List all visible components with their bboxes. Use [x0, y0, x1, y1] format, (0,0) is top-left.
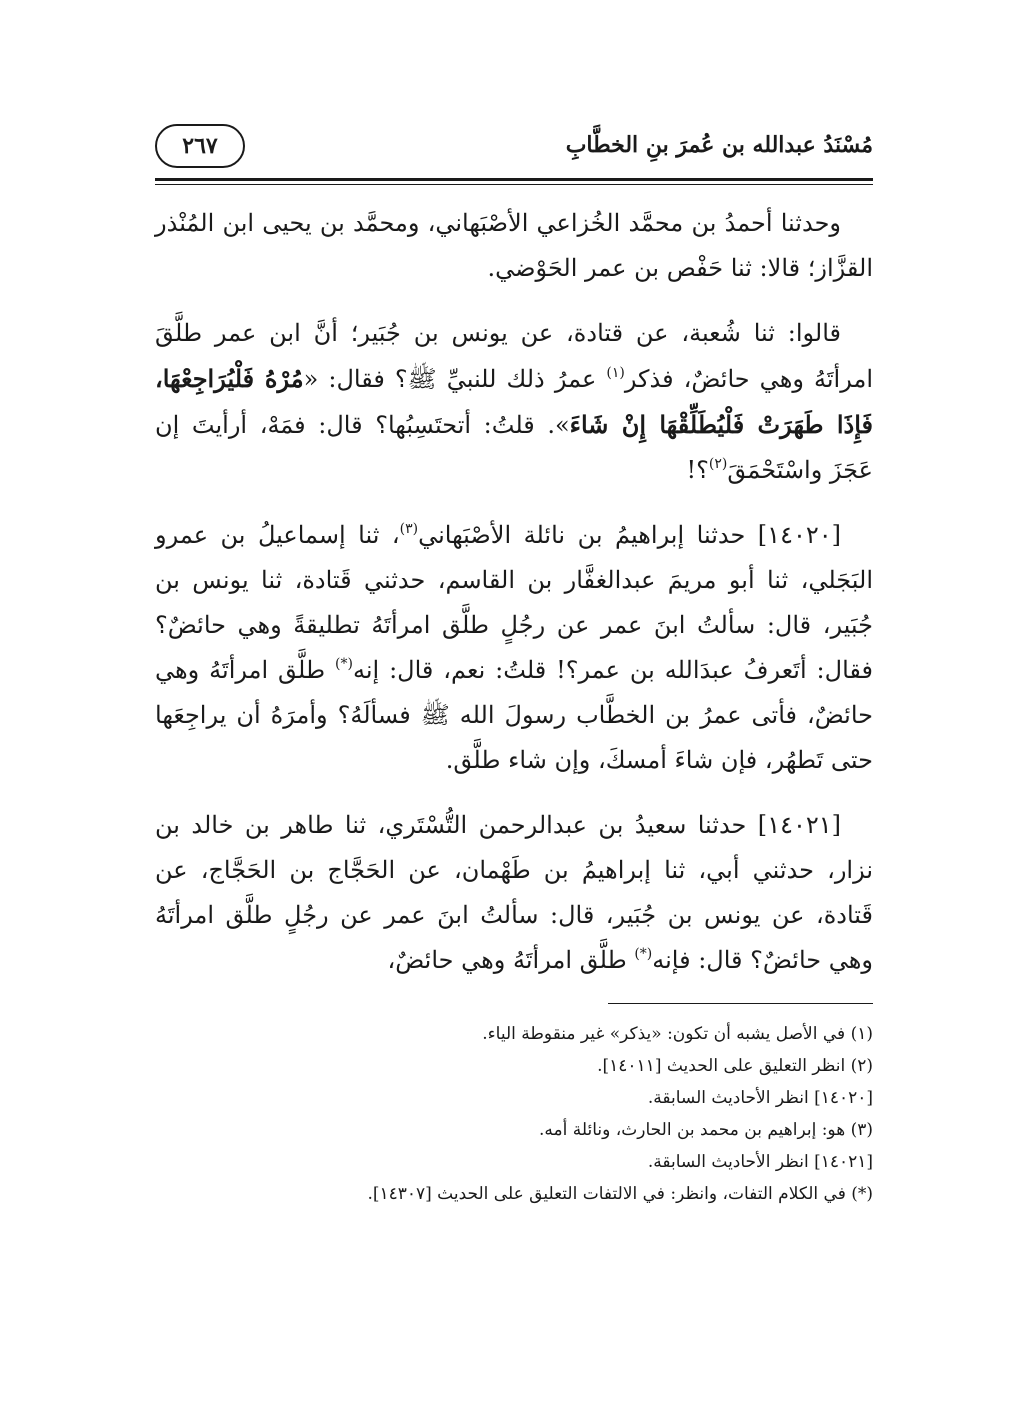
header-rule-thick: [155, 178, 873, 181]
footnote-marker: (٣): [399, 521, 419, 537]
book-page: [155, 118, 873, 1378]
header-rule-thin: [155, 184, 873, 185]
paragraph-text: طلَّق امرأتَهُ وهي حائضٌ،: [387, 946, 635, 974]
paragraph: [155, 513, 873, 783]
paragraph: [155, 803, 873, 983]
main-text: [155, 201, 873, 983]
hadith-quote: مُرْهُ فَلْيُرَاجِعْهَا، فَإِذَا طَهَرَتْ فَلْيُطَلِّقْهَا إِنْ شَاءَ: [155, 364, 873, 439]
page-header: [155, 118, 873, 178]
paragraph-text: عمرُ ذلك للنبيِّ ﷺ؟ فقال: «: [303, 365, 607, 393]
paragraph: [155, 201, 873, 291]
footnote: [١٤٠٢٠] انظر الأحاديث السابقة.: [647, 1088, 873, 1108]
paragraph-text: وحدثنا أحمدُ بن محمَّد الخُزاعي الأصْبَهاني، ومحمَّد بن يحيى ابن المُنْذر القزَّاز؛ قالا: ثنا حَفْص بن عمر الحَوْضي.: [155, 209, 873, 282]
paragraph-text: قالوا: ثنا شُعبة، عن قتادة، عن يونس بن جُبَير؛ أنَّ ابن عمر طلَّقَ امرأتَهُ وهي حائضٌ، فذكر: [155, 319, 873, 393]
footnote-marker: (*): [634, 946, 653, 962]
paragraph-text: طلَّق امرأتَهُ وهي حائضٌ، فأتى عمرُ بن الخطَّاب رسولَ الله ﷺ فسألَهُ؟ وأمرَهُ أن يراجِعَها حتى تَطهُر، فإن شاءَ أمسكَ، وإن شاء طلَّق.: [155, 656, 873, 774]
footnote: (*) في الكلام التفات، وانظر: في الالتفات التعليق على الحديث [١٤٣٠٧].: [367, 1184, 873, 1204]
footnote-marker: (٢): [708, 456, 728, 472]
page-number-badge: ٢٦٧: [155, 124, 245, 168]
paragraph-text: ؟!: [686, 456, 709, 484]
footnotes: [155, 1018, 873, 1210]
footnote-marker: (*): [335, 656, 353, 672]
footnote: [١٤٠٢١] انظر الأحاديث السابقة.: [647, 1152, 873, 1172]
footnote: (١) في الأصل يشبه أن تكون: «يذكر» غير منقوطة الياء.: [482, 1024, 873, 1044]
paragraph-text: ، ثنا إسماعيلُ بن عمرو البَجَلي، ثنا أبو مريمَ عبدالغفَّار بن القاسم، حدثني قَتادة، ثنا يونس بن جُبَير، قال: سألتُ ابنَ عمر عن رجُلٍ طلَّق امرأتَهُ تطليقةً وهي حائضٌ؟ فقال: أتَعرفُ عبدَالله بن عمر؟! قلتُ: نعم، قال: إنه: [155, 521, 873, 684]
footnote-separator: [608, 1003, 873, 1004]
paragraph: [155, 311, 873, 493]
footnote: (٣) هو: إبراهيم بن محمد بن الحارث، ونائلة أمه.: [539, 1120, 873, 1140]
footnote: (٢) انظر التعليق على الحديث [١٤٠١١].: [597, 1056, 873, 1076]
footnote-marker: (١): [606, 365, 625, 381]
paragraph-text: [١٤٠٢١] حدثنا سعيدُ بن عبدالرحمن التُّسْتَري، ثنا طاهر بن خالد بن نزار، حدثني أبي، ثنا إبراهيمُ بن طَهْمان، عن الحَجَّاج بن الحَجَّاج، عن قَتادة، عن يونس بن جُبَير، قال: سألتُ ابنَ عمر عن رجُلٍ طلَّق امرأتَهُ وهي حائضٌ؟ قال: فإنه: [155, 811, 874, 974]
paragraph-text: [١٤٠٢٠] حدثنا إبراهيمُ بن نائلة الأصْبَهاني: [418, 521, 841, 549]
paragraph-text: ». قلتُ: أتحتَسِبُها؟ قال: فمَهْ، أرأيتَ إن عَجَزَ واسْتَحْمَقَ: [155, 411, 873, 484]
running-title: مُسْنَدُ عبدالله بن عُمرَ بنِ الخطَّابِ: [565, 132, 873, 158]
